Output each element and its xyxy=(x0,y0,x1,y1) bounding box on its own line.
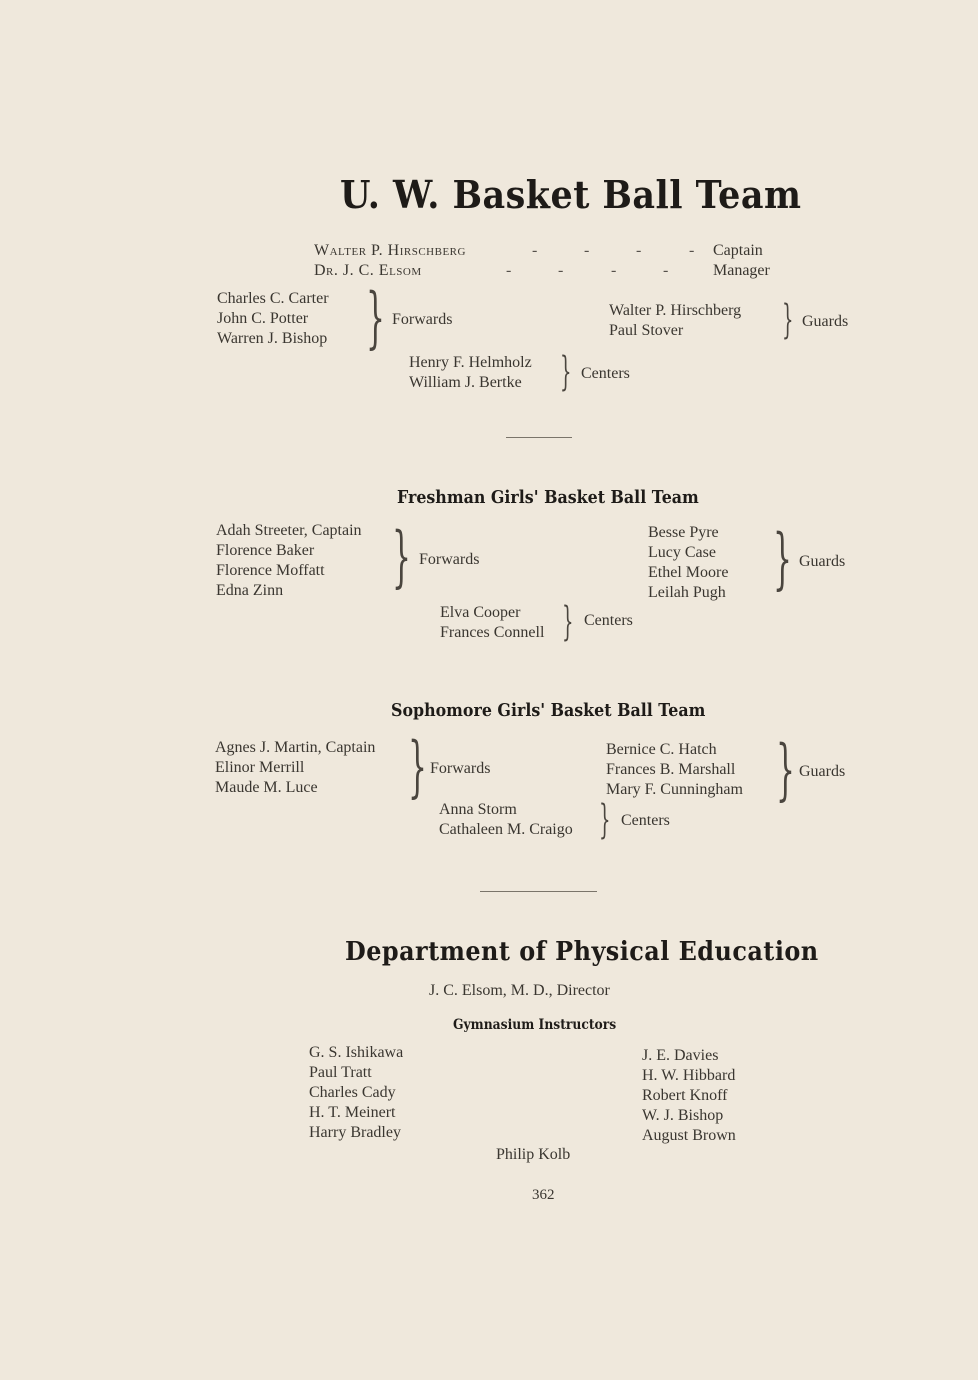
freshman-guard: Leilah Pugh xyxy=(648,584,726,601)
sophomore-guard: Frances B. Marshall xyxy=(606,761,736,778)
freshman-forward: Florence Moffatt xyxy=(216,562,325,579)
right-brace: } xyxy=(392,518,411,595)
uw-forwards-label: Forwards xyxy=(392,311,453,328)
freshman-guard: Ethel Moore xyxy=(648,564,729,581)
dash: - xyxy=(611,262,617,279)
uw-team-title: U. W. Basket Ball Team xyxy=(340,172,802,217)
right-brace: } xyxy=(408,728,427,805)
freshman-team-title: Freshman Girls' Basket Ball Team xyxy=(397,487,699,508)
right-brace: } xyxy=(773,520,792,597)
instructor-name: Philip Kolb xyxy=(496,1146,571,1163)
freshman-guards-label: Guards xyxy=(799,553,846,570)
sophomore-forward: Maude M. Luce xyxy=(215,779,318,796)
sophomore-guard: Mary F. Cunningham xyxy=(606,781,743,798)
right-brace: } xyxy=(776,731,795,808)
freshman-forward: Adah Streeter, Captain xyxy=(216,522,362,539)
freshman-guard: Besse Pyre xyxy=(648,524,719,541)
uw-center: William J. Bertke xyxy=(409,374,522,391)
uw-forward: Warren J. Bishop xyxy=(217,330,328,347)
dash: - xyxy=(506,262,512,279)
uw-guard: Walter P. Hirschberg xyxy=(609,302,742,319)
sophomore-center: Cathaleen M. Craigo xyxy=(439,821,573,838)
sophomore-team-title: Sophomore Girls' Basket Ball Team xyxy=(391,700,706,721)
right-brace: } xyxy=(782,297,794,343)
sophomore-forward: Elinor Merrill xyxy=(215,759,305,776)
uw-forward: John C. Potter xyxy=(217,310,309,327)
instructors-heading: Gymnasium Instructors xyxy=(453,1017,617,1033)
sophomore-forwards-label: Forwards xyxy=(430,760,491,777)
dash: - xyxy=(532,242,538,259)
uw-captain-name: Walter P. Hirschberg xyxy=(314,242,466,259)
sophomore-center: Anna Storm xyxy=(439,801,517,818)
right-brace: } xyxy=(562,599,574,645)
dash: - xyxy=(663,262,669,279)
freshman-forwards-label: Forwards xyxy=(419,551,480,568)
sophomore-forward: Agnes J. Martin, Captain xyxy=(215,739,376,756)
divider xyxy=(506,437,572,438)
uw-manager-name: Dr. J. C. Elsom xyxy=(314,262,422,279)
divider xyxy=(480,891,597,892)
freshman-center: Elva Cooper xyxy=(440,604,521,621)
right-brace: } xyxy=(560,349,572,395)
instructor-name: Harry Bradley xyxy=(309,1124,401,1141)
dash: - xyxy=(584,242,590,259)
uw-captain-role: Captain xyxy=(713,242,763,259)
page-number: 362 xyxy=(532,1187,555,1203)
sophomore-centers-label: Centers xyxy=(621,812,670,829)
uw-forward: Charles C. Carter xyxy=(217,290,329,307)
sophomore-guard: Bernice C. Hatch xyxy=(606,741,717,758)
dash: - xyxy=(558,262,564,279)
sophomore-guards-label: Guards xyxy=(799,763,846,780)
freshman-center: Frances Connell xyxy=(440,624,545,641)
uw-centers-label: Centers xyxy=(581,365,630,382)
department-title: Department of Physical Education xyxy=(345,937,819,967)
right-brace: } xyxy=(366,279,385,356)
instructor-name: Robert Knoff xyxy=(642,1087,728,1104)
instructor-name: G. S. Ishikawa xyxy=(309,1044,404,1061)
instructor-name: August Brown xyxy=(642,1127,736,1144)
freshman-forward: Edna Zinn xyxy=(216,582,284,599)
freshman-centers-label: Centers xyxy=(584,612,633,629)
right-brace: } xyxy=(599,797,611,843)
uw-center: Henry F. Helmholz xyxy=(409,354,532,371)
uw-manager-role: Manager xyxy=(713,262,770,279)
department-director: J. C. Elsom, M. D., Director xyxy=(429,982,610,999)
freshman-guard: Lucy Case xyxy=(648,544,716,561)
uw-guard: Paul Stover xyxy=(609,322,684,339)
instructor-name: W. J. Bishop xyxy=(642,1107,724,1124)
uw-guards-label: Guards xyxy=(802,313,849,330)
instructor-name: H. W. Hibbard xyxy=(642,1067,736,1084)
freshman-forward: Florence Baker xyxy=(216,542,315,559)
instructor-name: H. T. Meinert xyxy=(309,1104,396,1121)
dash: - xyxy=(689,242,695,259)
instructor-name: Paul Tratt xyxy=(309,1064,372,1081)
instructor-name: J. E. Davies xyxy=(642,1047,719,1064)
dash: - xyxy=(636,242,642,259)
instructor-name: Charles Cady xyxy=(309,1084,396,1101)
